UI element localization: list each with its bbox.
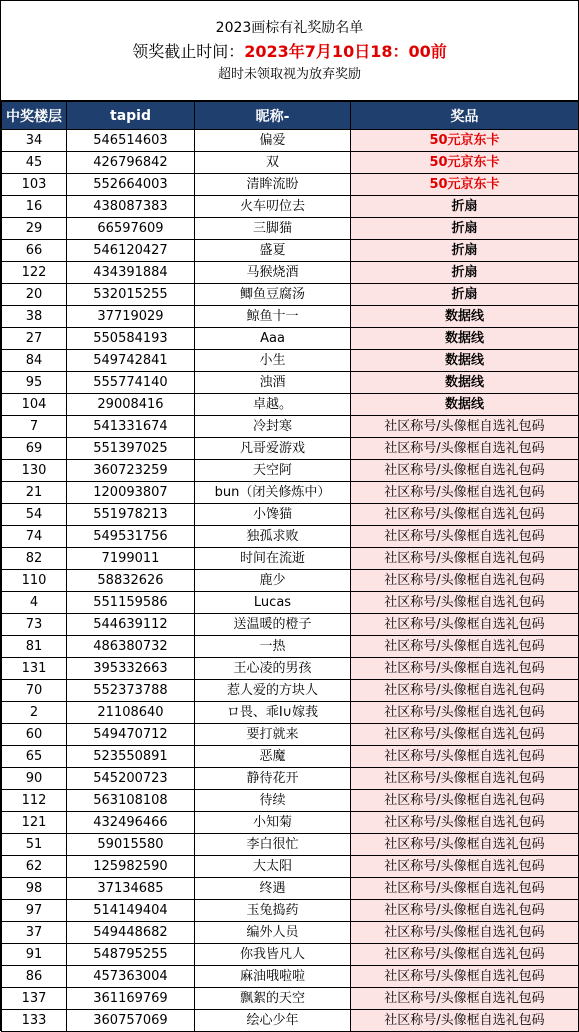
tapid-cell: 426796842 <box>67 152 195 174</box>
nickname-cell: 恶魔 <box>195 746 351 768</box>
column-header-prize: 奖品 <box>351 102 579 130</box>
nickname-cell: 静待花开 <box>195 768 351 790</box>
nickname-cell: 冷封寒 <box>195 416 351 438</box>
table-row <box>2 196 579 218</box>
floor-cell: 86 <box>2 966 67 988</box>
prize-cell: 社区称号/头像框自选礼包码 <box>351 570 579 592</box>
table-row <box>2 658 579 680</box>
prize-cell: 社区称号/头像框自选礼包码 <box>351 768 579 790</box>
tapid-cell: 552664003 <box>67 174 195 196</box>
nickname-cell: 盛夏 <box>195 240 351 262</box>
tapid-cell: 544639112 <box>67 614 195 636</box>
table-row <box>2 988 579 1010</box>
tapid-cell: 548795255 <box>67 944 195 966</box>
tapid-cell: 457363004 <box>67 966 195 988</box>
nickname-cell: 小知菊 <box>195 812 351 834</box>
nickname-cell: ロ畏、乖I∪嫁莪 <box>195 702 351 724</box>
prize-cell: 折扇 <box>351 262 579 284</box>
prize-cell: 社区称号/头像框自选礼包码 <box>351 680 579 702</box>
tapid-cell: 551397025 <box>67 438 195 460</box>
prize-cell: 社区称号/头像框自选礼包码 <box>351 790 579 812</box>
tapid-cell: 125982590 <box>67 856 195 878</box>
nickname-cell: 偏爱 <box>195 130 351 152</box>
table-row <box>2 350 579 372</box>
prize-cell: 50元京东卡 <box>351 152 579 174</box>
table-row <box>2 284 579 306</box>
floor-cell: 98 <box>2 878 67 900</box>
prize-cell: 社区称号/头像框自选礼包码 <box>351 460 579 482</box>
tapid-cell: 438087383 <box>67 196 195 218</box>
nickname-cell: 要打就来 <box>195 724 351 746</box>
table-row <box>2 1010 579 1032</box>
nickname-cell: 马猴烧酒 <box>195 262 351 284</box>
tapid-cell: 541331674 <box>67 416 195 438</box>
prize-cell: 社区称号/头像框自选礼包码 <box>351 856 579 878</box>
floor-cell: 29 <box>2 218 67 240</box>
nickname-cell: 送温暖的橙子 <box>195 614 351 636</box>
prize-cell: 社区称号/头像框自选礼包码 <box>351 636 579 658</box>
floor-cell: 54 <box>2 504 67 526</box>
table-row <box>2 680 579 702</box>
table-row <box>2 812 579 834</box>
nickname-cell: 鲫鱼豆腐汤 <box>195 284 351 306</box>
tapid-cell: 546514603 <box>67 130 195 152</box>
tapid-cell: 552373788 <box>67 680 195 702</box>
nickname-cell: 卓越。 <box>195 394 351 416</box>
tapid-cell: 545200723 <box>67 768 195 790</box>
tapid-cell: 551978213 <box>67 504 195 526</box>
table-row <box>2 702 579 724</box>
floor-cell: 137 <box>2 988 67 1010</box>
nickname-cell: 三脚猫 <box>195 218 351 240</box>
tapid-cell: 395332663 <box>67 658 195 680</box>
floor-cell: 66 <box>2 240 67 262</box>
deadline-label: 领奖截止时间： <box>132 42 245 61</box>
prize-cell: 50元京东卡 <box>351 174 579 196</box>
table-row <box>2 262 579 284</box>
floor-cell: 103 <box>2 174 67 196</box>
floor-cell: 130 <box>2 460 67 482</box>
table-row <box>2 724 579 746</box>
floor-cell: 20 <box>2 284 67 306</box>
floor-cell: 2 <box>2 702 67 724</box>
floor-cell: 133 <box>2 1010 67 1032</box>
tapid-cell: 555774140 <box>67 372 195 394</box>
prize-cell: 社区称号/头像框自选礼包码 <box>351 812 579 834</box>
prize-cell: 社区称号/头像框自选礼包码 <box>351 658 579 680</box>
floor-cell: 45 <box>2 152 67 174</box>
table-row <box>2 372 579 394</box>
table-header-row <box>2 102 579 130</box>
prize-cell: 社区称号/头像框自选礼包码 <box>351 746 579 768</box>
tapid-cell: 486380732 <box>67 636 195 658</box>
table-row <box>2 636 579 658</box>
nickname-cell: 李白很忙 <box>195 834 351 856</box>
floor-cell: 110 <box>2 570 67 592</box>
tapid-cell: 37134685 <box>67 878 195 900</box>
nickname-cell: 编外人员 <box>195 922 351 944</box>
nickname-cell: 大太阳 <box>195 856 351 878</box>
floor-cell: 95 <box>2 372 67 394</box>
nickname-cell: 惹人爱的方块人 <box>195 680 351 702</box>
floor-cell: 84 <box>2 350 67 372</box>
tapid-cell: 434391884 <box>67 262 195 284</box>
table-row <box>2 482 579 504</box>
table-row <box>2 768 579 790</box>
floor-cell: 7 <box>2 416 67 438</box>
tapid-cell: 550584193 <box>67 328 195 350</box>
floor-cell: 4 <box>2 592 67 614</box>
table-row <box>2 152 579 174</box>
table-row <box>2 548 579 570</box>
prize-cell: 社区称号/头像框自选礼包码 <box>351 592 579 614</box>
table-row <box>2 834 579 856</box>
table-row <box>2 944 579 966</box>
table-row <box>2 130 579 152</box>
prize-cell: 社区称号/头像框自选礼包码 <box>351 482 579 504</box>
table-row <box>2 856 579 878</box>
tapid-cell: 546120427 <box>67 240 195 262</box>
tapid-cell: 549470712 <box>67 724 195 746</box>
column-header-nickname: 昵称- <box>195 102 351 130</box>
prize-cell: 数据线 <box>351 306 579 328</box>
prize-cell: 社区称号/头像框自选礼包码 <box>351 834 579 856</box>
nickname-cell: 小馋猫 <box>195 504 351 526</box>
prize-cell: 折扇 <box>351 284 579 306</box>
nickname-cell: 飘絮的天空 <box>195 988 351 1010</box>
floor-cell: 131 <box>2 658 67 680</box>
tapid-cell: 66597609 <box>67 218 195 240</box>
prize-cell: 折扇 <box>351 218 579 240</box>
tapid-cell: 59015580 <box>67 834 195 856</box>
prize-cell: 社区称号/头像框自选礼包码 <box>351 944 579 966</box>
tapid-cell: 551159586 <box>67 592 195 614</box>
nickname-cell: 火车叨位去 <box>195 196 351 218</box>
nickname-cell: 凡哥爱游戏 <box>195 438 351 460</box>
floor-cell: 62 <box>2 856 67 878</box>
floor-cell: 90 <box>2 768 67 790</box>
nickname-cell: 清眸流盼 <box>195 174 351 196</box>
prize-cell: 社区称号/头像框自选礼包码 <box>351 614 579 636</box>
column-header-floor: 中奖楼层 <box>2 102 67 130</box>
nickname-cell: Lucas <box>195 592 351 614</box>
table-row <box>2 900 579 922</box>
deadline-line <box>1 41 578 63</box>
floor-cell: 51 <box>2 834 67 856</box>
table-body <box>2 130 579 1032</box>
table-row <box>2 922 579 944</box>
nickname-cell: 绘心少年 <box>195 1010 351 1032</box>
expiry-note: 超时未领取视为放弃奖励 <box>217 67 361 82</box>
floor-cell: 97 <box>2 900 67 922</box>
tapid-cell: 432496466 <box>67 812 195 834</box>
tapid-cell: 360723259 <box>67 460 195 482</box>
floor-cell: 112 <box>2 790 67 812</box>
prize-cell: 折扇 <box>351 196 579 218</box>
prize-cell: 社区称号/头像框自选礼包码 <box>351 504 579 526</box>
table-row <box>2 174 579 196</box>
floor-cell: 104 <box>2 394 67 416</box>
table-row <box>2 790 579 812</box>
tapid-cell: 549742841 <box>67 350 195 372</box>
prize-cell: 社区称号/头像框自选礼包码 <box>351 922 579 944</box>
nickname-cell: 双 <box>195 152 351 174</box>
tapid-cell: 523550891 <box>67 746 195 768</box>
prize-cell: 社区称号/头像框自选礼包码 <box>351 966 579 988</box>
floor-cell: 81 <box>2 636 67 658</box>
tapid-cell: 549448682 <box>67 922 195 944</box>
tapid-cell: 532015255 <box>67 284 195 306</box>
floor-cell: 37 <box>2 922 67 944</box>
table-row <box>2 394 579 416</box>
tapid-cell: 360757069 <box>67 1010 195 1032</box>
floor-cell: 74 <box>2 526 67 548</box>
table-row <box>2 746 579 768</box>
tapid-cell: 361169769 <box>67 988 195 1010</box>
table-row <box>2 218 579 240</box>
nickname-cell: 一热 <box>195 636 351 658</box>
floor-cell: 73 <box>2 614 67 636</box>
prize-cell: 社区称号/头像框自选礼包码 <box>351 702 579 724</box>
floor-cell: 38 <box>2 306 67 328</box>
prize-cell: 社区称号/头像框自选礼包码 <box>351 900 579 922</box>
prize-cell: 社区称号/头像框自选礼包码 <box>351 548 579 570</box>
prize-cell: 数据线 <box>351 394 579 416</box>
column-header-tapid: tapid <box>67 102 195 130</box>
table-row <box>2 592 579 614</box>
nickname-cell: 独孤求败 <box>195 526 351 548</box>
prize-cell: 数据线 <box>351 328 579 350</box>
prize-cell: 社区称号/头像框自选礼包码 <box>351 988 579 1010</box>
prize-cell: 社区称号/头像框自选礼包码 <box>351 526 579 548</box>
table-row <box>2 614 579 636</box>
prize-cell: 社区称号/头像框自选礼包码 <box>351 878 579 900</box>
prize-cell: 折扇 <box>351 240 579 262</box>
table-header <box>2 102 579 130</box>
nickname-cell: 终遇 <box>195 878 351 900</box>
floor-cell: 60 <box>2 724 67 746</box>
floor-cell: 16 <box>2 196 67 218</box>
floor-cell: 82 <box>2 548 67 570</box>
nickname-cell: 你我皆凡人 <box>195 944 351 966</box>
tapid-cell: 58832626 <box>67 570 195 592</box>
floor-cell: 65 <box>2 746 67 768</box>
winners-table <box>1 101 579 1032</box>
deadline-value: 2023年7月10日18：00前 <box>244 42 447 61</box>
nickname-cell: 天空阿 <box>195 460 351 482</box>
tapid-cell: 549531756 <box>67 526 195 548</box>
prize-cell: 社区称号/头像框自选礼包码 <box>351 438 579 460</box>
table-row <box>2 526 579 548</box>
floor-cell: 121 <box>2 812 67 834</box>
table-row <box>2 966 579 988</box>
sheet-header <box>1 1 578 101</box>
nickname-cell: 鹿少 <box>195 570 351 592</box>
nickname-cell: 小生 <box>195 350 351 372</box>
tapid-cell: 563108108 <box>67 790 195 812</box>
nickname-cell: 王心凌的男孩 <box>195 658 351 680</box>
prize-cell: 社区称号/头像框自选礼包码 <box>351 724 579 746</box>
table-row <box>2 878 579 900</box>
floor-cell: 91 <box>2 944 67 966</box>
nickname-cell: 待续 <box>195 790 351 812</box>
prize-cell: 社区称号/头像框自选礼包码 <box>351 416 579 438</box>
nickname-cell: 时间在流逝 <box>195 548 351 570</box>
floor-cell: 70 <box>2 680 67 702</box>
floor-cell: 34 <box>2 130 67 152</box>
table-row <box>2 504 579 526</box>
prize-cell: 社区称号/头像框自选礼包码 <box>351 1010 579 1032</box>
table-row <box>2 416 579 438</box>
tapid-cell: 7199011 <box>67 548 195 570</box>
prize-cell: 数据线 <box>351 372 579 394</box>
table-row <box>2 460 579 482</box>
tapid-cell: 29008416 <box>67 394 195 416</box>
table-row <box>2 306 579 328</box>
nickname-cell: Aaa <box>195 328 351 350</box>
tapid-cell: 21108640 <box>67 702 195 724</box>
nickname-cell: 浊酒 <box>195 372 351 394</box>
nickname-cell: 鲸鱼十一 <box>195 306 351 328</box>
table-row <box>2 240 579 262</box>
nickname-cell: 玉兔捣药 <box>195 900 351 922</box>
tapid-cell: 120093807 <box>67 482 195 504</box>
prize-cell: 数据线 <box>351 350 579 372</box>
prize-cell: 50元京东卡 <box>351 130 579 152</box>
table-row <box>2 328 579 350</box>
tapid-cell: 514149404 <box>67 900 195 922</box>
sheet-title: 2023画棕有礼奖励名单 <box>215 20 364 36</box>
floor-cell: 21 <box>2 482 67 504</box>
nickname-cell: 麻油哦啦啦 <box>195 966 351 988</box>
table-row <box>2 570 579 592</box>
table-row <box>2 438 579 460</box>
floor-cell: 27 <box>2 328 67 350</box>
nickname-cell: bun（闭关修炼中） <box>195 482 351 504</box>
floor-cell: 122 <box>2 262 67 284</box>
floor-cell: 69 <box>2 438 67 460</box>
tapid-cell: 37719029 <box>67 306 195 328</box>
